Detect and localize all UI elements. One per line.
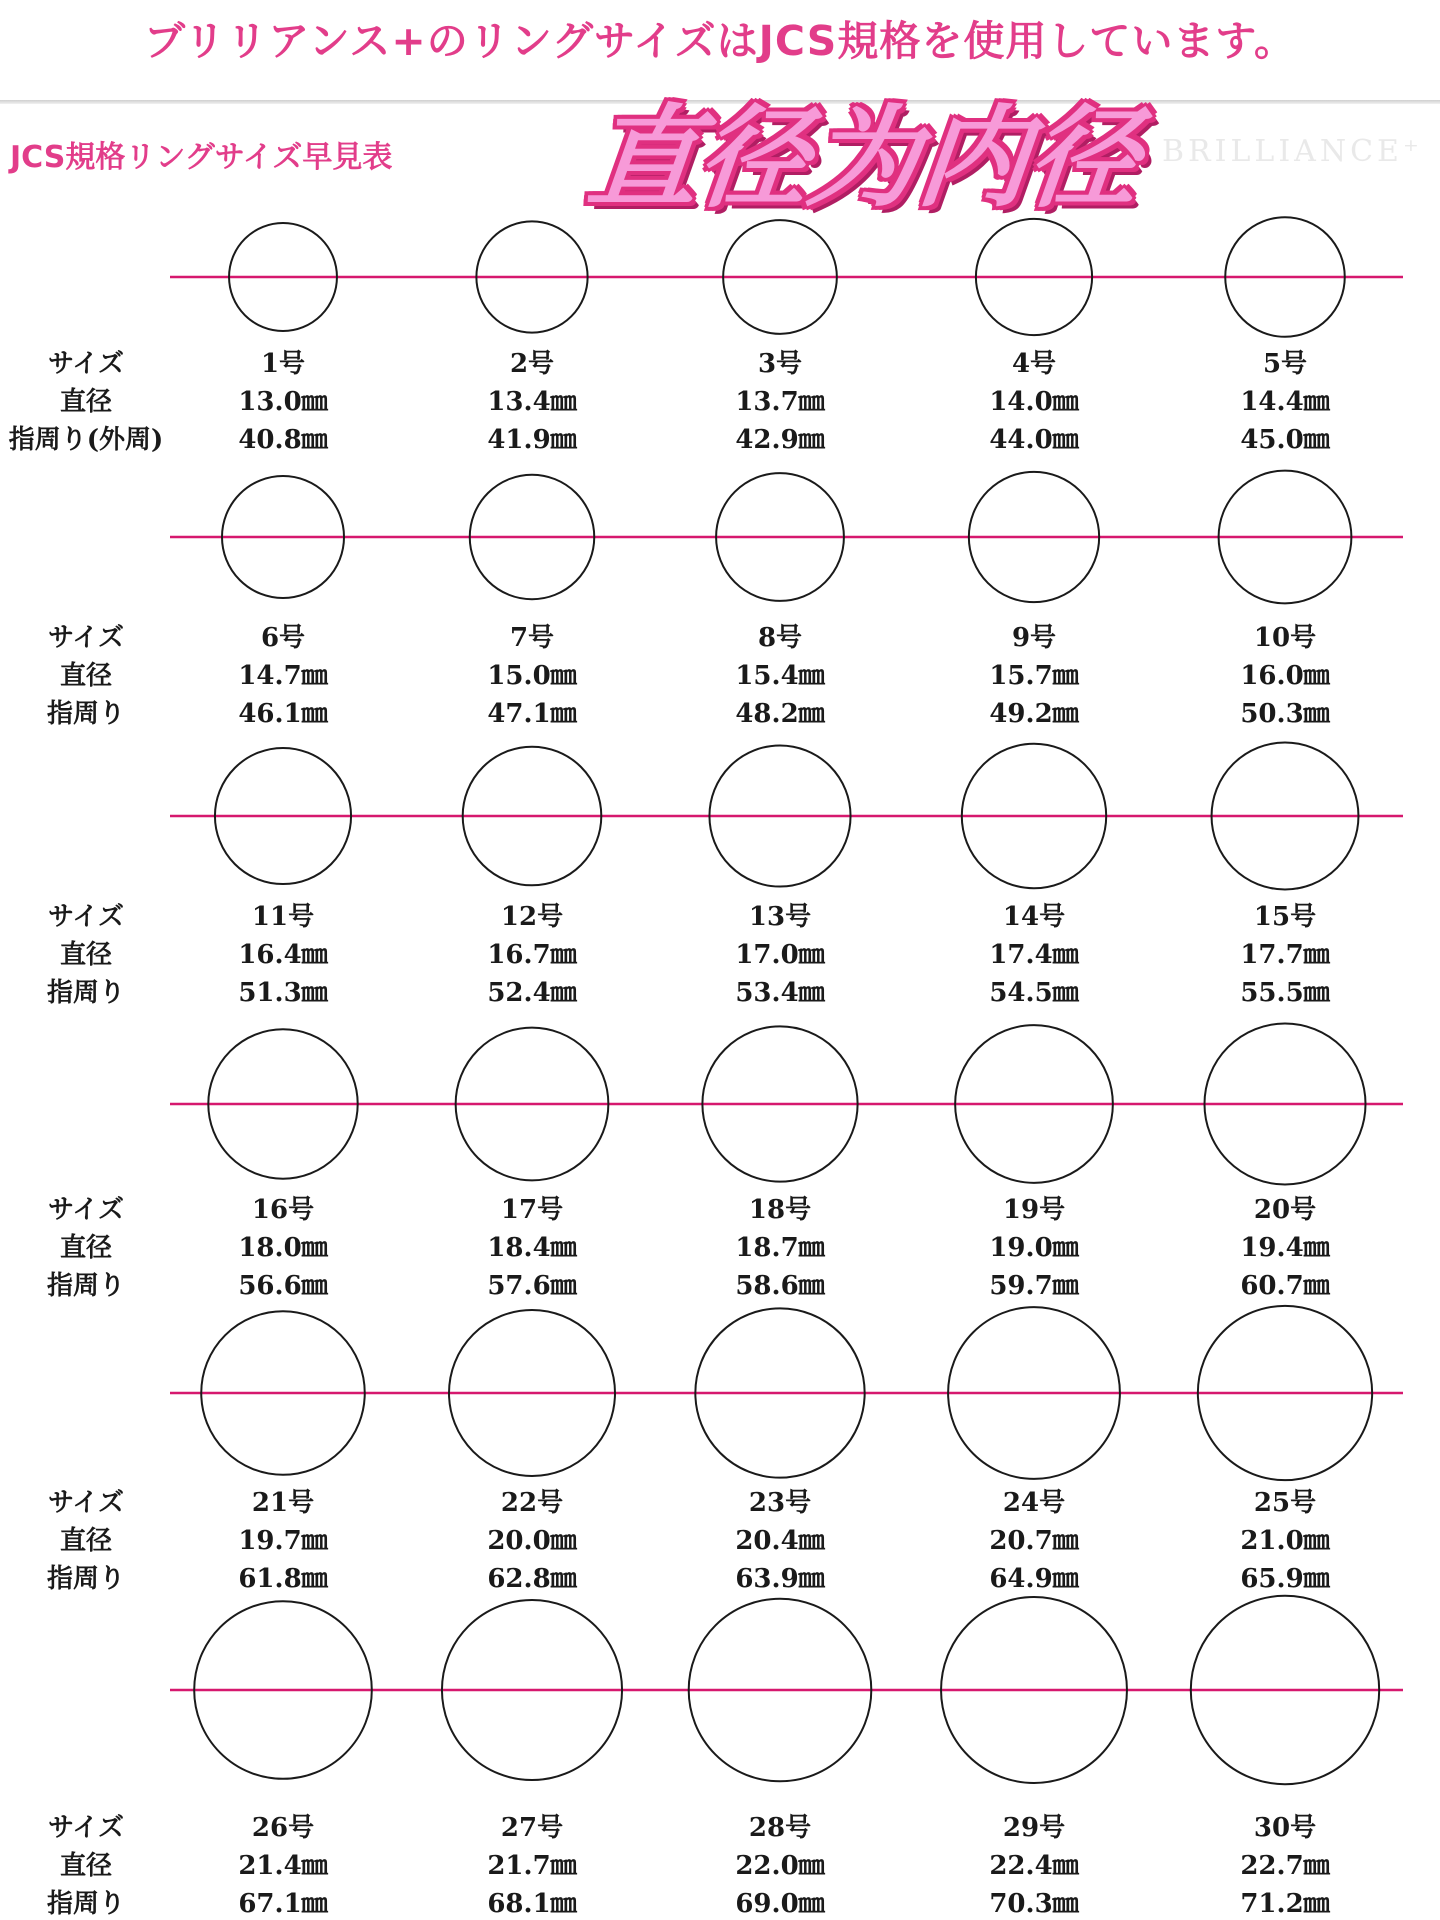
ring-circumference-label: 65.9㎜ <box>1240 1564 1330 1594</box>
ring-size-label: 26号 <box>251 1813 315 1843</box>
ring-size-label: 18号 <box>748 1195 812 1225</box>
ring-size-label: 10号 <box>1253 623 1317 653</box>
ring-size-label: 28号 <box>748 1813 812 1843</box>
row-label-diameter: 直径 <box>59 1851 113 1881</box>
ring-diameter-label: 22.0㎜ <box>735 1851 825 1881</box>
ring-diameter-label: 14.7㎜ <box>238 661 328 691</box>
ring-circumference-label: 56.6㎜ <box>238 1271 328 1301</box>
ring-circumference-label: 61.8㎜ <box>238 1564 328 1594</box>
ring-size-label: 5号 <box>1262 349 1308 379</box>
ring-circumference-label: 48.2㎜ <box>735 699 825 729</box>
ring-diameter-label: 20.0㎜ <box>487 1526 577 1556</box>
ring-diameter-label: 14.4㎜ <box>1240 387 1330 417</box>
ring-diameter-label: 21.7㎜ <box>487 1851 577 1881</box>
ring-size-label: 7号 <box>509 623 555 653</box>
overlay-annotation-title: 直径为内径 <box>582 94 1146 222</box>
row-label-circumference: 指周り <box>46 978 126 1008</box>
ring-circumference-label: 45.0㎜ <box>1240 425 1330 455</box>
ring-size-label: 13号 <box>748 902 812 932</box>
ring-diameter-label: 16.0㎜ <box>1240 661 1330 691</box>
ring-diameter-label: 17.4㎜ <box>989 940 1079 970</box>
ring-size-label: 27号 <box>500 1813 564 1843</box>
page-header-title: ブリリアンス+のリングサイズはJCS規格を使用しています。 <box>143 17 1297 65</box>
row-label-diameter: 直径 <box>59 1526 113 1556</box>
ring-circumference-label: 47.1㎜ <box>487 699 577 729</box>
ring-diameter-label: 18.4㎜ <box>487 1233 577 1263</box>
row-label-size: サイズ <box>48 1488 124 1518</box>
row-label-diameter: 直径 <box>59 940 113 970</box>
ring-diameter-label: 21.0㎜ <box>1240 1526 1330 1556</box>
ring-diameter-label: 19.7㎜ <box>238 1526 328 1556</box>
ring-size-label: 25号 <box>1253 1488 1317 1518</box>
ring-size-label: 8号 <box>757 623 803 653</box>
ring-circumference-label: 70.3㎜ <box>989 1889 1079 1919</box>
row-label-circumference: 指周り <box>46 699 126 729</box>
row-label-diameter: 直径 <box>59 661 113 691</box>
ring-circumference-label: 64.9㎜ <box>989 1564 1079 1594</box>
ring-size-label: 29号 <box>1002 1813 1066 1843</box>
ring-circumference-label: 60.7㎜ <box>1240 1271 1330 1301</box>
row-label-diameter: 直径 <box>59 387 113 417</box>
ring-circumference-label: 54.5㎜ <box>989 978 1079 1008</box>
ring-circumference-label: 59.7㎜ <box>989 1271 1079 1301</box>
row-label-circumference: 指周り <box>46 1564 126 1594</box>
ring-diameter-label: 20.4㎜ <box>735 1526 825 1556</box>
ring-circumference-label: 62.8㎜ <box>487 1564 577 1594</box>
row-label-size: サイズ <box>48 349 124 379</box>
row-label-size: サイズ <box>48 902 124 932</box>
ring-size-label: 21号 <box>251 1488 315 1518</box>
ring-size-label: 11号 <box>251 902 315 932</box>
ring-circumference-label: 46.1㎜ <box>238 699 328 729</box>
ring-diameter-label: 18.7㎜ <box>735 1233 825 1263</box>
ring-size-label: 3号 <box>757 349 803 379</box>
ring-diameter-label: 13.4㎜ <box>487 387 577 417</box>
ring-diameter-label: 19.0㎜ <box>989 1233 1079 1263</box>
row-label-diameter: 直径 <box>59 1233 113 1263</box>
ring-diameter-label: 13.0㎜ <box>238 387 328 417</box>
ring-size-label: 14号 <box>1002 902 1066 932</box>
ring-circumference-label: 40.8㎜ <box>238 425 328 455</box>
ring-size-label: 6号 <box>260 623 306 653</box>
ring-circumference-label: 55.5㎜ <box>1240 978 1330 1008</box>
ring-diameter-label: 14.0㎜ <box>989 387 1079 417</box>
ring-size-label: 20号 <box>1253 1195 1317 1225</box>
ring-circumference-label: 41.9㎜ <box>487 425 577 455</box>
ring-diameter-label: 16.4㎜ <box>238 940 328 970</box>
ring-diameter-label: 16.7㎜ <box>487 940 577 970</box>
ring-circumference-label: 58.6㎜ <box>735 1271 825 1301</box>
ring-size-label: 15号 <box>1253 902 1317 932</box>
ring-circumference-label: 53.4㎜ <box>735 978 825 1008</box>
ring-diameter-label: 15.0㎜ <box>487 661 577 691</box>
brand-watermark: BRILLIANCE⁺ <box>1162 134 1423 169</box>
ring-size-label: 1号 <box>260 349 306 379</box>
ring-diameter-label: 17.0㎜ <box>735 940 825 970</box>
row-label-size: サイズ <box>48 1813 124 1843</box>
ring-circumference-label: 44.0㎜ <box>989 425 1079 455</box>
ring-size-label: 23号 <box>748 1488 812 1518</box>
row-label-size: サイズ <box>48 1195 124 1225</box>
ring-diameter-label: 22.7㎜ <box>1240 1851 1330 1881</box>
ring-circumference-label: 68.1㎜ <box>487 1889 577 1919</box>
ring-diameter-label: 15.4㎜ <box>735 661 825 691</box>
ring-diameter-label: 18.0㎜ <box>238 1233 328 1263</box>
row-label-circumference: 指周り <box>46 1889 126 1919</box>
ring-diameter-label: 20.7㎜ <box>989 1526 1079 1556</box>
ring-size-label: 4号 <box>1011 349 1057 379</box>
ring-size-label: 24号 <box>1002 1488 1066 1518</box>
ring-circumference-label: 51.3㎜ <box>238 978 328 1008</box>
ring-circumference-label: 57.6㎜ <box>487 1271 577 1301</box>
ring-circumference-label: 52.4㎜ <box>487 978 577 1008</box>
ring-diameter-label: 22.4㎜ <box>989 1851 1079 1881</box>
ring-circumference-label: 42.9㎜ <box>735 425 825 455</box>
ring-circumference-label: 71.2㎜ <box>1240 1889 1330 1919</box>
ring-size-label: 9号 <box>1011 623 1057 653</box>
ring-circumference-label: 49.2㎜ <box>989 699 1079 729</box>
row-label-circumference: 指周り <box>46 1271 126 1301</box>
ring-diameter-label: 17.7㎜ <box>1240 940 1330 970</box>
ring-size-label: 22号 <box>500 1488 564 1518</box>
ring-size-label: 12号 <box>500 902 564 932</box>
row-label-circumference: 指周り(外周) <box>8 425 164 455</box>
ring-diameter-label: 21.4㎜ <box>238 1851 328 1881</box>
ring-circumference-label: 67.1㎜ <box>238 1889 328 1919</box>
ring-circumference-label: 63.9㎜ <box>735 1564 825 1594</box>
ring-diameter-label: 13.7㎜ <box>735 387 825 417</box>
ring-size-label: 16号 <box>251 1195 315 1225</box>
ring-circumference-label: 69.0㎜ <box>735 1889 825 1919</box>
ring-size-label: 30号 <box>1253 1813 1317 1843</box>
ring-size-label: 2号 <box>509 349 555 379</box>
ring-circumference-label: 50.3㎜ <box>1240 699 1330 729</box>
size-table-title: JCS規格リングサイズ早見表 <box>10 140 393 175</box>
ring-diameter-label: 15.7㎜ <box>989 661 1079 691</box>
row-label-size: サイズ <box>48 623 124 653</box>
ring-diameter-label: 19.4㎜ <box>1240 1233 1330 1263</box>
ring-size-label: 19号 <box>1002 1195 1066 1225</box>
ring-size-label: 17号 <box>500 1195 564 1225</box>
